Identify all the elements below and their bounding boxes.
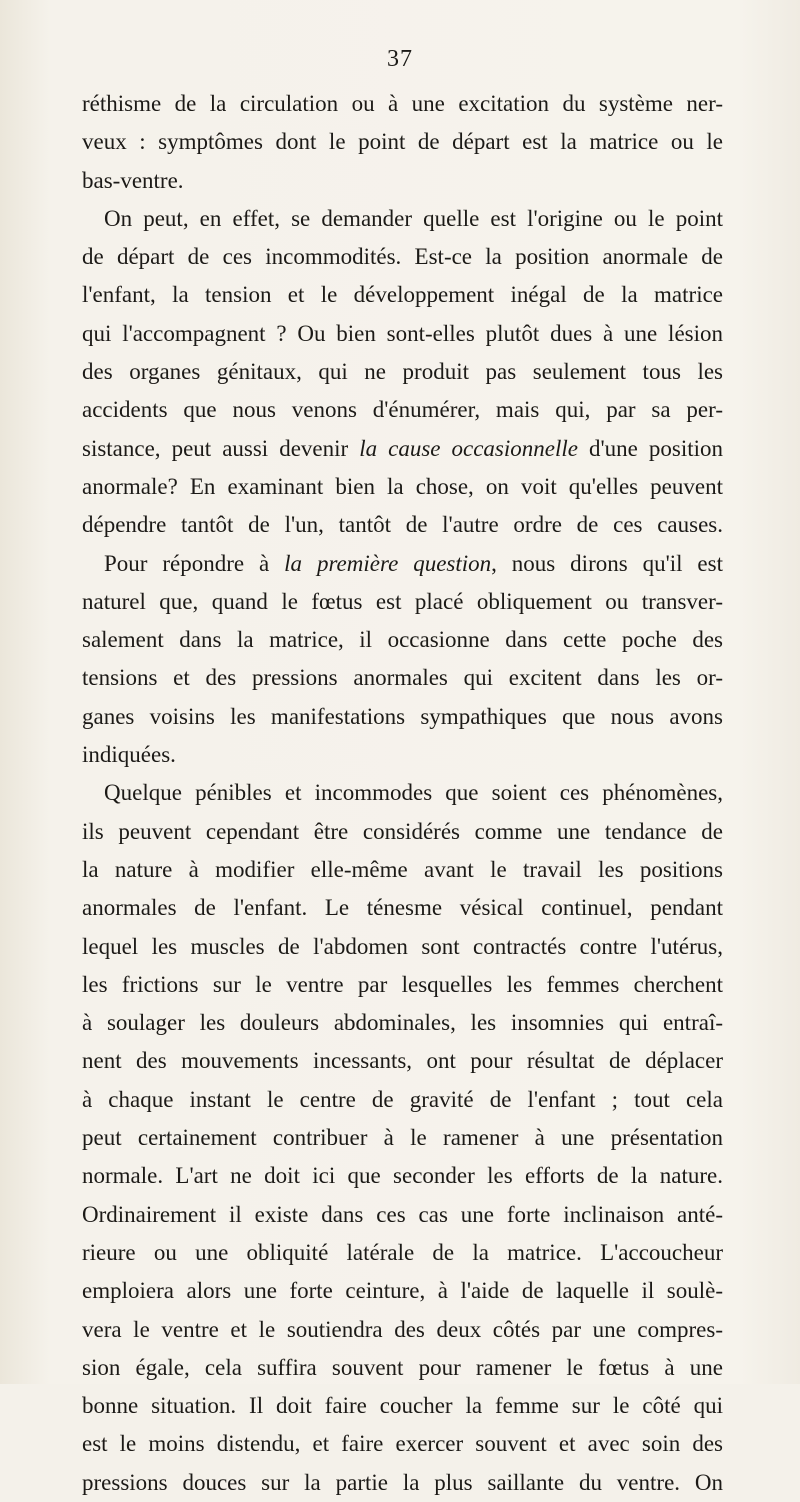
text-line: bas-ventre.	[82, 167, 184, 193]
text-line: indiquées.	[82, 742, 176, 768]
text-line: vera le ventre et le soutiendra des deux côtés par une compres-	[82, 1316, 723, 1342]
text-line: des organes génitaux, qui ne produit pas seulement tous les	[82, 359, 723, 385]
text-line: veux : symptômes dont le point de départ est la matrice ou le	[82, 129, 723, 155]
text-line: Pour répondre à la première question, nous dirons qu'il est	[104, 550, 723, 576]
text-line: à soulager les douleurs abdominales, les insomnies qui entraî-	[82, 1010, 723, 1036]
text-line: anormale? En examinant bien la chose, on voit qu'elles peuvent	[82, 473, 723, 499]
text-line: tensions et des pressions anormales qui excitent dans les or-	[82, 665, 723, 691]
text-line: rieure ou une obliquité latérale de la matrice. L'accoucheur	[82, 1239, 723, 1265]
text-line: anormales de l'enfant. Le ténesme vésical continuel, pendant	[82, 895, 723, 921]
text-line: nent des mouvements incessants, ont pour résultat de déplacer	[82, 1048, 723, 1074]
text-line: sion égale, cela suffira souvent pour ramener le fœtus à une	[82, 1354, 723, 1380]
text-line: Ordinairement il existe dans ces cas une forte inclinaison anté-	[82, 1201, 723, 1227]
text-line: peut certainement contribuer à le ramener à une présentation	[82, 1125, 723, 1151]
text-line: sistance, peut aussi devenir la cause occasionnelle d'une position	[82, 435, 724, 461]
text-line: ganes voisins les manifestations sympathiques que nous avons	[82, 703, 723, 729]
text-line: pressions douces sur la partie la plus saillante du ventre. On	[82, 1469, 723, 1495]
italic-phrase: la cause occasionnelle	[359, 435, 578, 461]
text-line: l'enfant, la tension et le développement inégal de la matrice	[82, 282, 723, 308]
text-line: à chaque instant le centre de gravité de l'enfant ; tout cela	[82, 1086, 723, 1112]
text-line: est le moins distendu, et faire exercer souvent et avec soin des	[82, 1431, 723, 1457]
text-line: la nature à modifier elle-même avant le travail les positions	[82, 856, 723, 882]
text-line: dépendre tantôt de l'un, tantôt de l'autre ordre de ces causes.	[82, 512, 723, 538]
text-line: réthisme de la circulation ou à une excitation du système ner-	[82, 91, 723, 116]
body-text	[82, 85, 723, 1502]
text-line: On peut, en effet, se demander quelle est l'origine ou le point	[104, 205, 723, 231]
text-line: emploiera alors une forte ceinture, à l'aide de laquelle il soulè-	[82, 1278, 723, 1304]
text-line: de départ de ces incommodités. Est-ce la position anormale de	[82, 244, 723, 270]
text-line: ils peuvent cependant être considérés comme une tendance de	[82, 818, 723, 844]
text-line: bonne situation. Il doit faire coucher la femme sur le côté qui	[82, 1393, 723, 1419]
text-line: accidents que nous venons d'énumérer, mais qui, par sa per-	[82, 397, 723, 423]
text-line: les frictions sur le ventre par lesquelles les femmes cherchent	[82, 971, 723, 997]
text-line: qui l'accompagnent ? Ou bien sont-elles plutôt dues à une lésion	[82, 320, 723, 346]
text-line: normale. L'art ne doit ici que seconder les efforts de la nature.	[82, 1163, 723, 1189]
text-line: lequel les muscles de l'abdomen sont contractés contre l'utérus,	[82, 933, 723, 959]
text-line: Quelque pénibles et incommodes que soient ces phénomènes,	[104, 780, 723, 806]
italic-phrase: la première question	[284, 550, 492, 576]
text-line: salement dans la matrice, il occasionne dans cette poche des	[82, 627, 723, 653]
page-number: 37	[387, 46, 413, 72]
text-line: naturel que, quand le fœtus est placé obliquement ou transver-	[82, 588, 723, 614]
